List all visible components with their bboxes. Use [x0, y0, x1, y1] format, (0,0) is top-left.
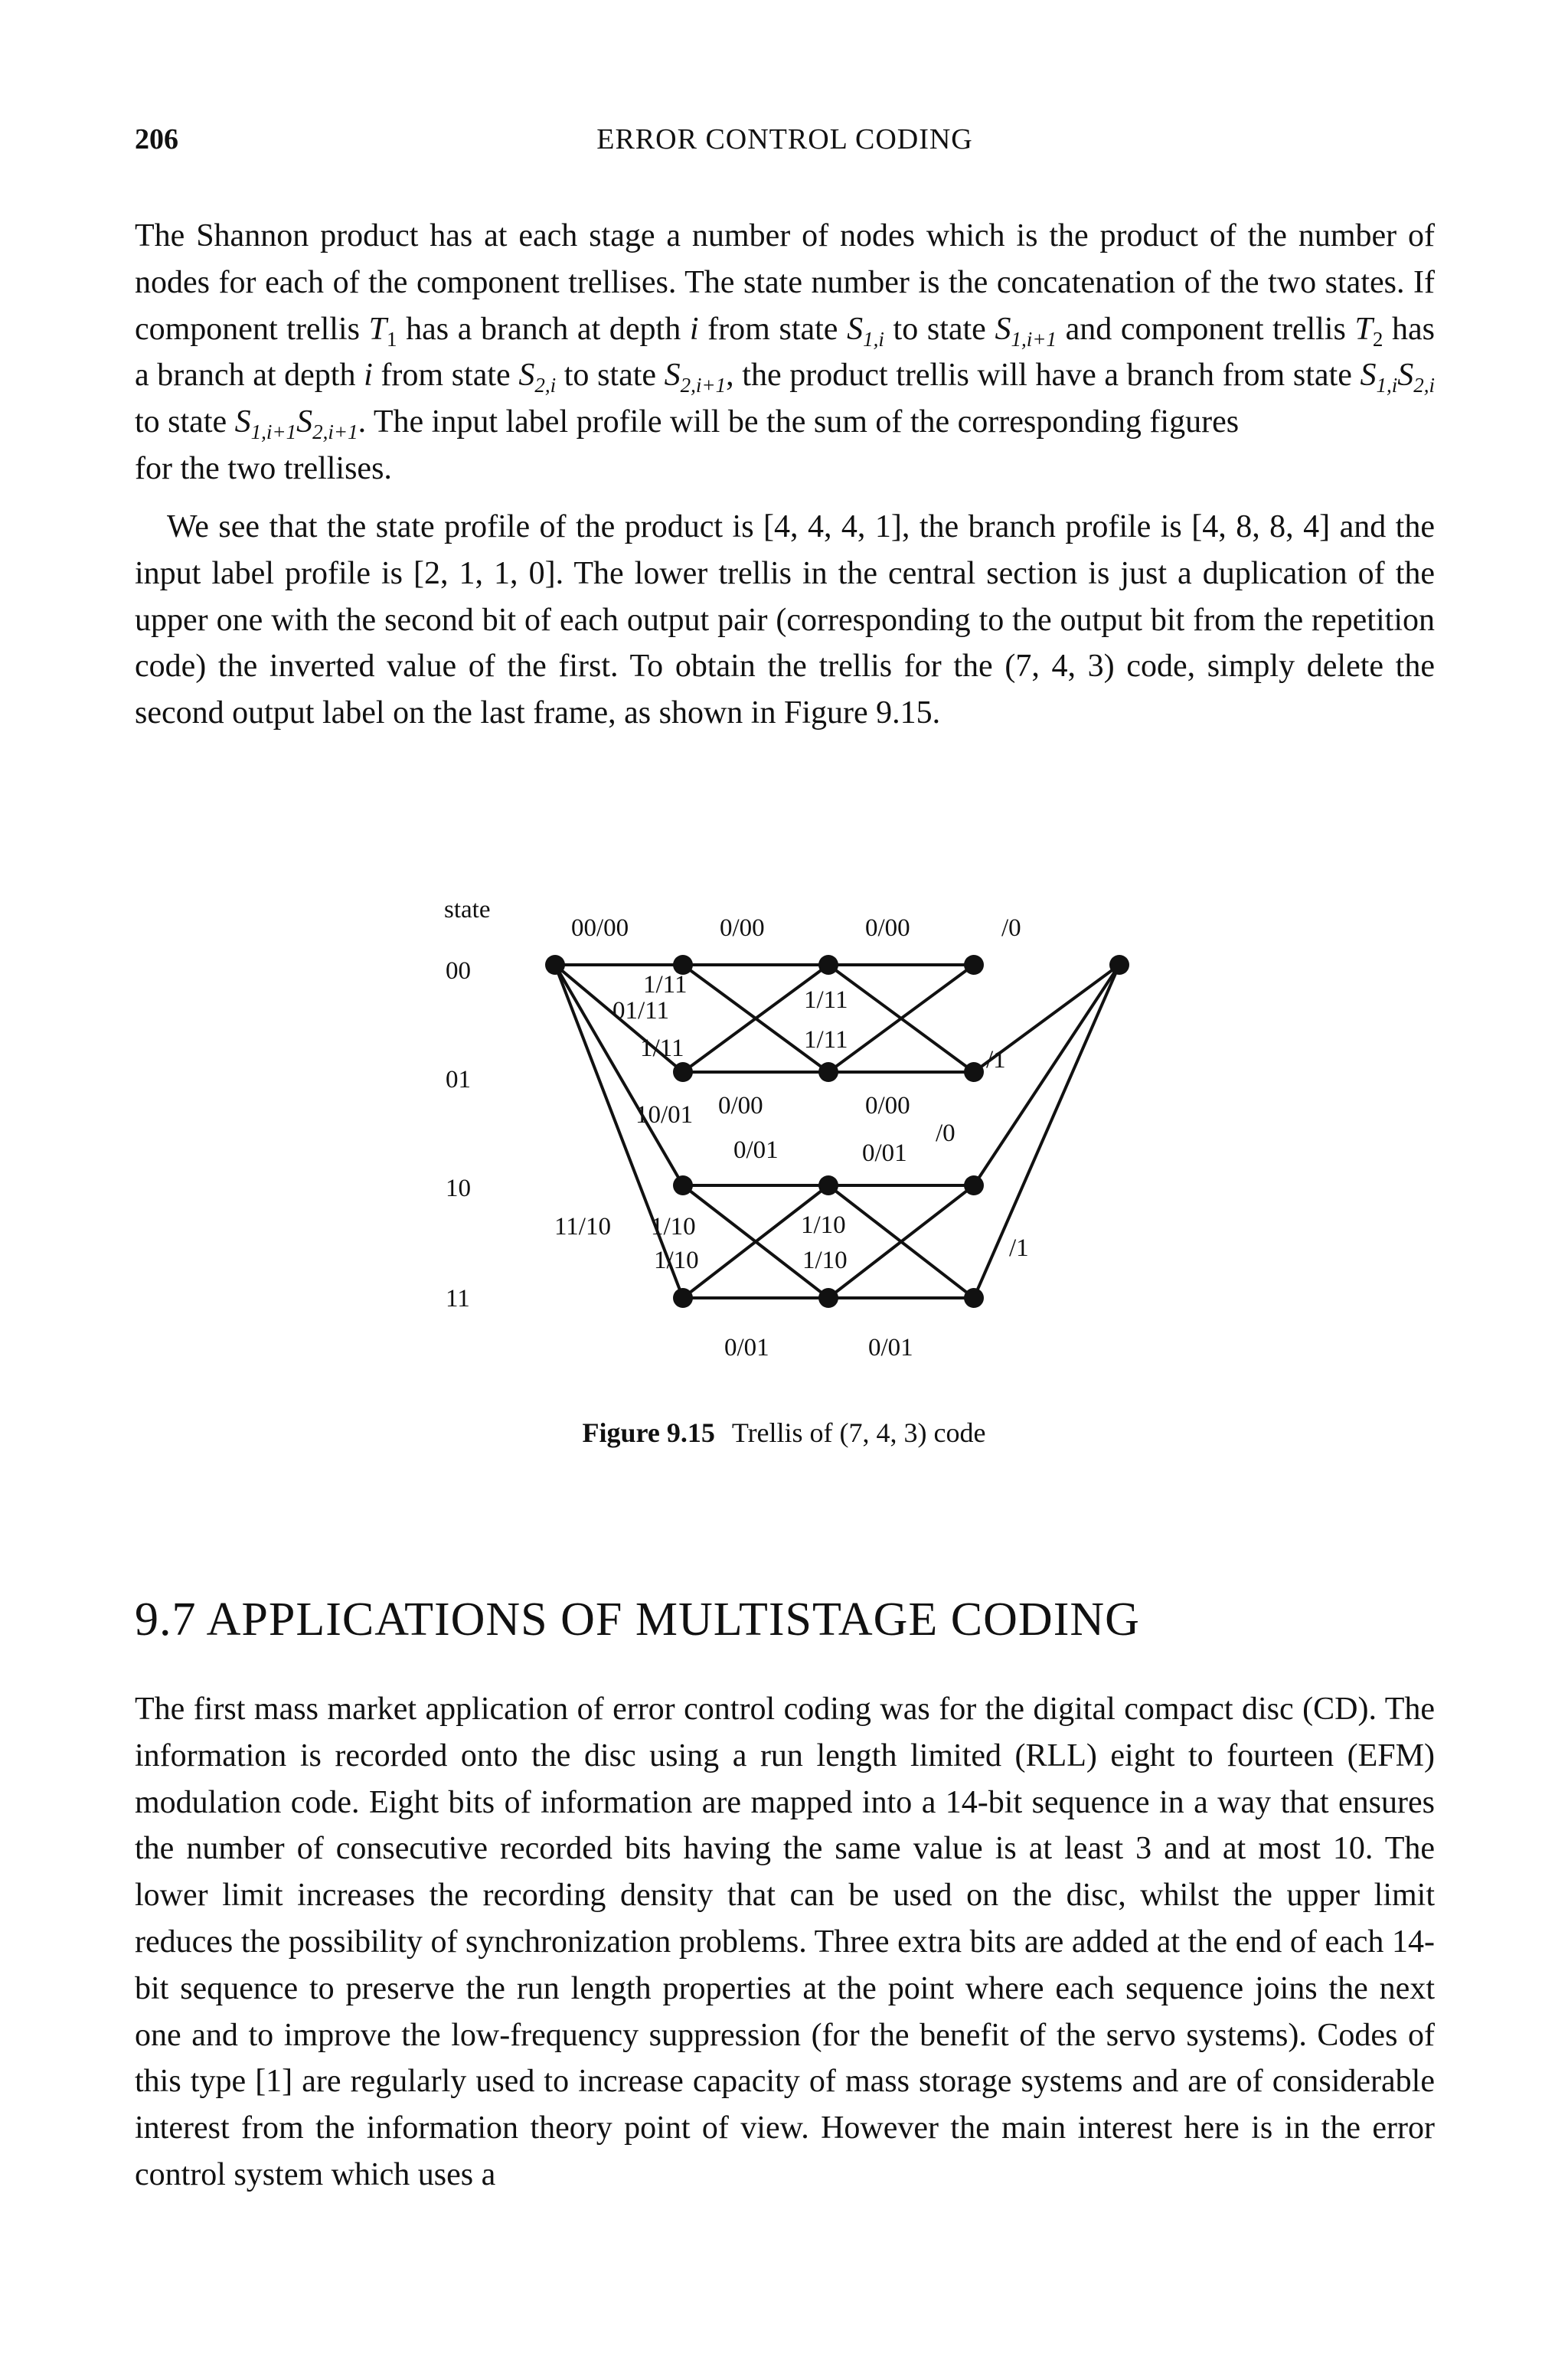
- branch-label: 1/10: [651, 1213, 696, 1241]
- math-sub: 2,i+1: [680, 374, 727, 397]
- p1-line7: for the two trellises.: [135, 450, 392, 486]
- page-header: [135, 123, 1435, 168]
- p1-line3c: from: [698, 311, 770, 347]
- branch-label: 0/01: [724, 1334, 769, 1362]
- math-S: S: [664, 358, 681, 394]
- p1-line1: The Shannon product has at each stage a number of nodes which is the product of: [135, 218, 1236, 253]
- top-label-1: 00/00: [571, 914, 629, 942]
- paragraph-text: The first mass market application of error control coding was for the digital compact disc (CD). The information is recorded onto the disc using a run length limited (RLL) eight to fourteen (EFM) modulation code. Eight bits of information are mapped into a 14-bit sequence in a way that ensures the number of consecutive recorded bits having the same value is at least 3 and at most 10. The lower limit increases the recording density that can be used on the disc, whilst the upper limit reduces the possibility of synchronization problems. Three extra bits are added at the end of each 14-bit sequence to preserve the run length properties at the point where each sequence joins the next one and to improve the low-frequency suppression (for the benefit of the servo systems). Codes of this type [1] are regularly used to increase capacity of mass storage systems and are of considerable interest from the information theory point of view. However the main interest here is in the error control system which uses a: [135, 1692, 1435, 2192]
- trellis-node: [818, 1288, 838, 1308]
- trellis-node: [964, 955, 984, 975]
- branch-label: /1: [1009, 1234, 1029, 1262]
- branch-label: 0/01: [862, 1139, 907, 1167]
- math-S: S: [995, 311, 1011, 347]
- math-T: T: [368, 311, 387, 347]
- branch: [974, 965, 1119, 1298]
- branch-label: 1/10: [802, 1247, 848, 1274]
- math-sub: 2,i: [534, 374, 557, 397]
- trellis-node: [545, 955, 565, 975]
- math-sub: 1: [386, 327, 397, 351]
- p1-line2: the number of nodes for each of the component trellises. The state number is the: [135, 218, 1436, 300]
- math-sub: 1,i: [863, 327, 884, 351]
- trellis-node: [818, 1062, 838, 1082]
- p1-line4e: from state: [372, 358, 511, 394]
- p1-line4d: has a branch at depth: [135, 311, 1435, 394]
- trellis-node: [964, 1062, 984, 1082]
- branch-label: /1: [986, 1046, 1006, 1074]
- paragraph-applications: [135, 1686, 1435, 2198]
- section-heading: 9.7 APPLICATIONS OF MULTISTAGE CODING: [135, 1594, 1140, 1646]
- trellis-node: [964, 1175, 984, 1195]
- p1-line5c: to: [135, 404, 160, 440]
- p1-line4a: state: [779, 311, 848, 347]
- branch-label: 01/11: [612, 997, 669, 1025]
- paragraph-text: We see that the state profile of the product is [4, 4, 4, 1], the branch profile is [4, 8, 8, 4] and the input label profile is [2, 1, 1, 0]. The lower trellis in the central section is just a duplication of the upper one with the second bit of each output pair (corresponding to the output bit from the repetition code) the inverted value of the first. To obtain the trellis for the (7, 4, 3) code, simply delete the second output label on the last frame, as shown in Figure 9.15.: [135, 509, 1435, 731]
- p1-line4b: to state: [884, 311, 995, 347]
- state-label-10: 10: [446, 1175, 471, 1202]
- figure-label: Figure 9.15: [582, 1417, 715, 1448]
- math-S: S: [1397, 358, 1414, 394]
- math-S: S: [1360, 358, 1377, 394]
- trellis-figure: [429, 881, 1164, 1401]
- math-sub: 2,i: [1413, 374, 1436, 397]
- branch-label: 1/10: [801, 1211, 846, 1239]
- state-label-11: 11: [446, 1285, 470, 1312]
- trellis-node: [673, 1175, 693, 1195]
- p1-line5a: to state: [556, 358, 665, 394]
- p1-line6b: . The input label profile will be the sum of the corresponding figures: [358, 404, 1240, 440]
- math-S: S: [518, 358, 535, 394]
- trellis-node: [673, 1062, 693, 1082]
- p1-line3b: has a branch at depth: [397, 311, 690, 347]
- trellis-node: [1109, 955, 1129, 975]
- figure-caption: [0, 1417, 1568, 1449]
- figure-caption-text: Trellis of (7, 4, 3) code: [731, 1417, 986, 1448]
- branch: [974, 965, 1119, 1185]
- trellis-node: [818, 955, 838, 975]
- branch-label: /0: [936, 1120, 956, 1147]
- branch-label: 0/01: [733, 1136, 779, 1164]
- branch-label: 1/11: [804, 1026, 848, 1054]
- top-label-3: 0/00: [865, 914, 910, 942]
- math-sub: 2,i+1: [312, 420, 358, 444]
- math-sub: 1,i+1: [250, 420, 297, 444]
- branch-label: 1/11: [643, 971, 688, 999]
- branch-label: 0/01: [868, 1334, 913, 1362]
- trellis-node: [673, 1288, 693, 1308]
- trellis-diagram: [429, 881, 1164, 1401]
- top-label-2: 0/00: [720, 914, 765, 942]
- paragraph-shannon-product: [135, 213, 1435, 492]
- math-sub: 2: [1372, 327, 1383, 351]
- branch-label: 1/11: [640, 1035, 684, 1062]
- running-head: ERROR CONTROL CODING: [596, 123, 973, 155]
- p1-line4c: and component trellis: [1056, 311, 1355, 347]
- branch-label: 10/01: [635, 1101, 694, 1129]
- math-i: i: [689, 311, 699, 347]
- state-label-00: 00: [446, 957, 471, 985]
- math-T: T: [1354, 311, 1373, 347]
- p1-line5b: , the product trellis will have a branch from state: [726, 358, 1361, 394]
- branch-label: 11/10: [554, 1213, 611, 1241]
- math-sub: 1,i: [1376, 374, 1398, 397]
- state-label-01: 01: [446, 1066, 471, 1093]
- p1-line6a: state: [168, 404, 235, 440]
- branch-label: 0/00: [718, 1092, 763, 1120]
- branch-label: 1/10: [654, 1247, 699, 1274]
- trellis-node: [818, 1175, 838, 1195]
- math-S: S: [296, 404, 313, 440]
- trellis-node: [964, 1288, 984, 1308]
- p1-line3a: concatenation of the two states. If component trellis: [135, 264, 1436, 347]
- state-title: state: [444, 896, 491, 923]
- math-S: S: [234, 404, 251, 440]
- branch-label: 0/00: [865, 1092, 910, 1120]
- branch-label: 1/11: [804, 986, 848, 1014]
- page-number: 206: [135, 123, 178, 155]
- paragraph-state-profile: [135, 504, 1435, 737]
- math-S: S: [847, 311, 864, 347]
- top-label-4: /0: [1001, 914, 1021, 942]
- math-i: i: [364, 358, 373, 394]
- math-sub: 1,i+1: [1011, 327, 1057, 351]
